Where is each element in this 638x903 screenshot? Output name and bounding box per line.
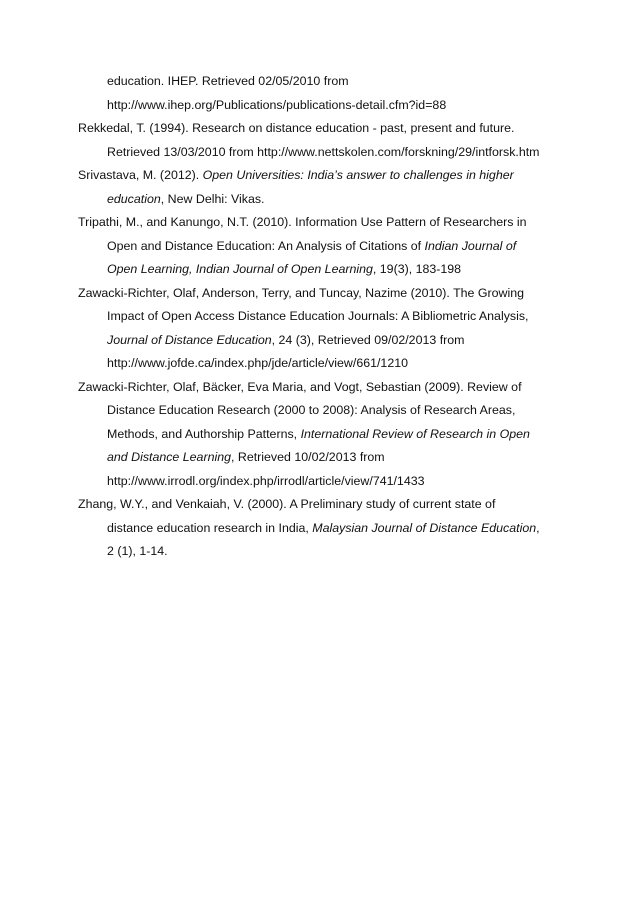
reference-line: education, New Delhi: Vikas. [107,191,265,206]
reference-line: Methods, and Authorship Patterns, International Review of Research in Open [107,426,530,441]
italic-title: International Review of Research in Open [300,426,530,441]
reference-line: education. IHEP. Retrieved 02/05/2010 from [107,74,349,88]
reference-entry [78,211,578,282]
italic-title: Indian Journal of [424,238,517,253]
reference-line: Distance Education Research (2000 to 2008): Analysis of Research Areas, [107,403,516,417]
reference-line: http://www.jofde.ca/index.php/jde/article/view/661/1210 [107,356,408,370]
reference-line: Impact of Open Access Distance Education Journals: A Bibliometric Analysis, [107,309,529,323]
italic-title: education [107,191,161,206]
reference-entry [78,70,578,117]
reference-line: Open Learning, Indian Journal of Open Learning, 19(3), 183-198 [107,262,462,276]
reference-line: 2 (1), 1-14. [107,544,168,558]
italic-title: Journal of Distance Education [107,332,272,347]
reference-line: Zawacki-Richter, Olaf, Bäcker, Eva Maria, and Vogt, Sebastian (2009). Review of [78,379,522,394]
reference-line: Rekkedal, T. (1994). Research on distance education - past, present and future. [78,121,515,135]
reference-entry [78,376,578,494]
reference-line: Zhang, W.Y., and Venkaiah, V. (2000). A Preliminary study of current state of [78,497,496,511]
reference-line: and Distance Learning, Retrieved 10/02/2013 from [107,450,385,464]
reference-line: Journal of Distance Education, 24 (3), Retrieved 09/02/2013 from [107,332,465,347]
reference-line: Open and Distance Education: An Analysis of Citations of Indian Journal of [107,238,517,253]
reference-line: Retrieved 13/03/2010 from http://www.nettskolen.com/forskning/29/intforsk.htm [107,144,540,159]
reference-entry [78,282,578,376]
reference-list [78,70,578,564]
italic-title: Open Universities: India’s answer to challenges in higher [202,168,514,182]
reference-entry [78,117,578,164]
italic-title: and Distance Learning [107,450,231,464]
italic-title: Malaysian Journal of Distance Education [312,520,537,535]
italic-title: Open Learning, Indian Journal of Open Learning [107,262,373,276]
reference-line: Tripathi, M., and Kanungo, N.T. (2010). Information Use Pattern of Researchers in [78,215,527,229]
reference-line: http://www.irrodl.org/index.php/irrodl/article/view/741/1433 [107,473,425,488]
reference-entry [78,164,578,211]
reference-line: Srivastava, M. (2012). Open Universities: India’s answer to challenges in higher [78,168,514,182]
reference-line: Zawacki-Richter, Olaf, Anderson, Terry, and Tuncay, Nazime (2010). The Growing [78,285,525,300]
reference-line: distance education research in India, Malaysian Journal of Distance Education, [107,520,540,535]
reference-line: http://www.ihep.org/Publications/publications-detail.cfm?id=88 [107,97,447,112]
reference-entry [78,493,578,564]
